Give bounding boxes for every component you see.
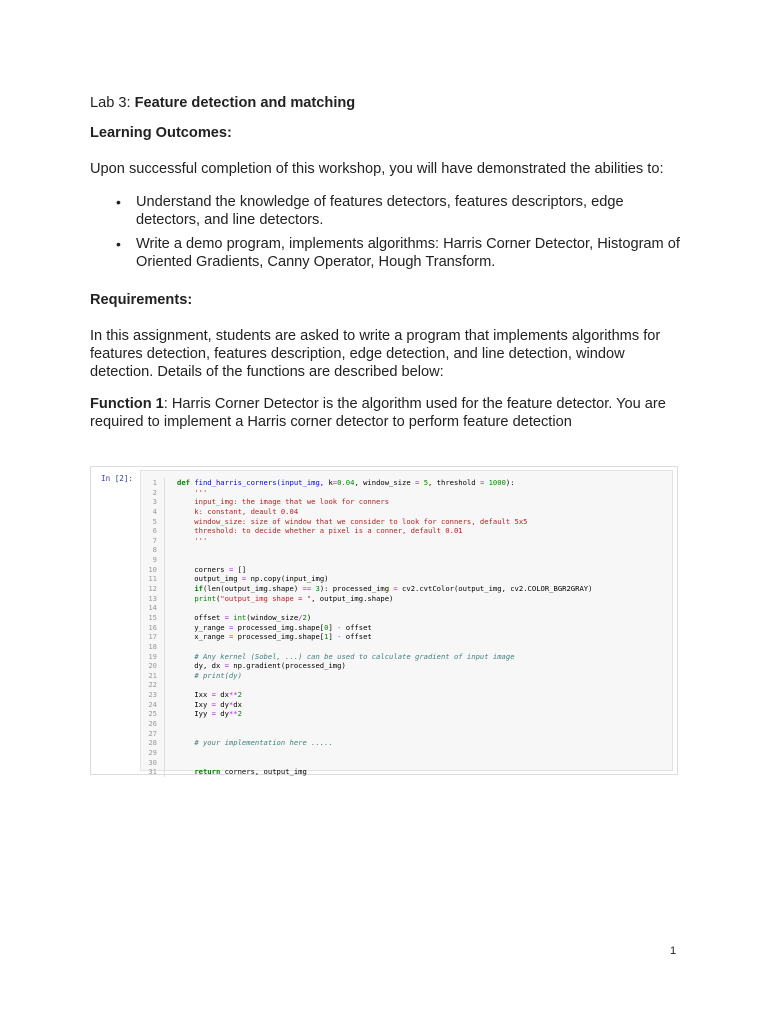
gutter bbox=[157, 536, 165, 546]
code-line bbox=[141, 574, 672, 584]
document-body bbox=[90, 94, 680, 431]
line-number: 22 bbox=[148, 680, 157, 690]
gutter bbox=[157, 623, 165, 633]
gutter bbox=[157, 565, 165, 575]
line-number: 11 bbox=[148, 574, 157, 584]
gutter bbox=[157, 661, 165, 671]
line-number: 21 bbox=[148, 670, 157, 680]
gutter bbox=[157, 584, 165, 594]
outcomes-list bbox=[90, 193, 680, 271]
line-number: 2 bbox=[152, 487, 157, 497]
code-text: if(len(output_img.shape) == 3): processed_img = cv2.cvtColor(output_img, cv2.COLOR_BGR2GRAY) bbox=[194, 584, 593, 594]
gutter bbox=[157, 729, 165, 739]
code-text: # your implementation here ..... bbox=[194, 738, 333, 748]
code-text: input_img: the image that we look for conners bbox=[177, 497, 390, 507]
code-line bbox=[141, 690, 672, 700]
code-line bbox=[141, 738, 672, 748]
code-text: Iyy = dy**2 bbox=[177, 709, 242, 719]
line-number: 23 bbox=[148, 690, 157, 700]
line-number: 24 bbox=[148, 699, 157, 709]
line-number: 1 bbox=[152, 478, 157, 487]
line-number: 12 bbox=[148, 584, 157, 594]
gutter bbox=[157, 488, 165, 498]
gutter bbox=[157, 642, 165, 652]
code-line bbox=[141, 671, 672, 681]
code-line bbox=[141, 642, 672, 652]
line-number: 4 bbox=[152, 506, 157, 516]
gutter bbox=[157, 478, 165, 488]
line-number: 18 bbox=[148, 641, 157, 651]
code-text: corners = [] bbox=[177, 564, 247, 574]
code-text: output_img = np.copy(input_img) bbox=[177, 574, 329, 584]
line-number: 27 bbox=[148, 728, 157, 738]
gutter bbox=[157, 748, 165, 758]
gutter bbox=[157, 719, 165, 729]
gutter bbox=[157, 700, 165, 710]
gutter bbox=[157, 497, 165, 507]
line-number: 10 bbox=[148, 564, 157, 574]
bullet-text: Write a demo program, implements algorithms: Harris Corner Detector, Histogram of Oriented Gradients, Canny Operator, Hough Transform. bbox=[136, 236, 680, 270]
title-bold: Feature detection and matching bbox=[134, 95, 356, 111]
code-line bbox=[141, 584, 672, 594]
line-number: 31 bbox=[148, 767, 157, 777]
line-number: 28 bbox=[148, 738, 157, 748]
code-line bbox=[141, 555, 672, 565]
learning-outcomes-heading: Learning Outcomes: bbox=[90, 125, 232, 141]
code-text: ''' bbox=[177, 487, 208, 497]
code-line bbox=[141, 526, 672, 536]
line-number: 20 bbox=[148, 661, 157, 671]
gutter bbox=[157, 555, 165, 565]
code-line bbox=[141, 545, 672, 555]
code-line bbox=[141, 700, 672, 710]
code-line bbox=[141, 632, 672, 642]
gutter bbox=[157, 652, 165, 662]
line-number: 25 bbox=[148, 709, 157, 719]
list-item bbox=[90, 235, 680, 271]
title-prefix: Lab 3: bbox=[90, 95, 135, 111]
code-editor[interactable] bbox=[140, 470, 673, 777]
code-line bbox=[141, 652, 672, 662]
function1-label: Function 1 bbox=[90, 396, 164, 412]
code-text: x_range = processed_img.shape[1] - offset bbox=[177, 632, 372, 642]
code-text: dy, dx = np.gradient(processed_img) bbox=[177, 661, 346, 671]
line-number: 15 bbox=[148, 612, 157, 622]
line-number: 3 bbox=[152, 497, 157, 507]
gutter bbox=[157, 594, 165, 604]
gutter bbox=[157, 738, 165, 748]
code-text: k: constant, deault 0.04 bbox=[177, 506, 299, 516]
intro-text: Upon successful completion of this workshop, you will have demonstrated the abilities to: bbox=[90, 161, 664, 177]
code-text: threshold: to decide whether a pixel is a conner, default 0.01 bbox=[177, 526, 463, 536]
code-cell[interactable] bbox=[90, 466, 678, 775]
code-line bbox=[141, 594, 672, 604]
code-line bbox=[141, 709, 672, 719]
code-line bbox=[141, 719, 672, 729]
gutter bbox=[157, 632, 165, 642]
function1-text bbox=[90, 395, 680, 431]
line-number: 19 bbox=[148, 651, 157, 661]
line-number: 17 bbox=[148, 632, 157, 642]
gutter bbox=[157, 758, 165, 768]
function1-desc: : Harris Corner Detector is the algorithm used for the feature detector. You are required to implement a Harris corner detector to perform feature detection bbox=[90, 396, 666, 430]
code-line bbox=[141, 488, 672, 498]
code-text: # print(dy) bbox=[194, 670, 242, 680]
code-line bbox=[141, 536, 672, 546]
gutter bbox=[157, 671, 165, 681]
code-text: offset = int(window_size/2) bbox=[177, 612, 312, 622]
bullet-icon: • bbox=[116, 194, 121, 210]
code-text: Ixy = dy*dx bbox=[177, 699, 242, 709]
gutter bbox=[157, 507, 165, 517]
line-number: 7 bbox=[152, 535, 157, 545]
code-line bbox=[141, 603, 672, 613]
code-text: window_size: size of window that we consider to look for conners, default 5x5 bbox=[177, 516, 528, 526]
code-line bbox=[141, 758, 672, 768]
code-line bbox=[141, 517, 672, 527]
gutter bbox=[157, 545, 165, 555]
code-line bbox=[141, 729, 672, 739]
line-number: 29 bbox=[148, 747, 157, 757]
code-line bbox=[141, 497, 672, 507]
code-text: Ixx = dx**2 bbox=[177, 690, 242, 700]
gutter bbox=[157, 709, 165, 719]
code-text: print("output_img shape = ", output_img.shape) bbox=[194, 593, 394, 603]
code-line bbox=[141, 507, 672, 517]
gutter bbox=[157, 613, 165, 623]
requirements-text: In this assignment, students are asked to write a program that implements algorithms for features detection, features description, edge detection, and line detection, window detection. Details of the functions are described below: bbox=[90, 328, 661, 380]
code-line bbox=[141, 748, 672, 758]
line-number: 5 bbox=[152, 516, 157, 526]
code-text: return corners, output_img bbox=[194, 767, 307, 777]
line-number: 14 bbox=[148, 603, 157, 613]
code-text: y_range = processed_img.shape[0] - offset bbox=[177, 622, 372, 632]
list-item bbox=[90, 193, 680, 229]
code-line bbox=[141, 565, 672, 575]
code-line bbox=[141, 478, 672, 488]
gutter bbox=[157, 574, 165, 584]
lab-title bbox=[90, 94, 680, 112]
code-lines bbox=[141, 478, 672, 777]
line-number: 6 bbox=[152, 526, 157, 536]
cell-prompt: In [2]: bbox=[101, 474, 134, 483]
code-line bbox=[141, 623, 672, 633]
gutter bbox=[157, 526, 165, 536]
bullet-text: Understand the knowledge of features detectors, features descriptors, edge detectors, and line detectors. bbox=[136, 194, 624, 228]
gutter bbox=[157, 690, 165, 700]
gutter bbox=[157, 767, 165, 777]
line-number: 8 bbox=[152, 545, 157, 555]
gutter bbox=[157, 680, 165, 690]
gutter bbox=[157, 517, 165, 527]
code-text: ''' bbox=[177, 535, 208, 545]
code-line bbox=[141, 767, 672, 777]
line-number: 30 bbox=[148, 757, 157, 767]
line-number: 9 bbox=[152, 555, 157, 565]
code-line bbox=[141, 680, 672, 690]
code-line bbox=[141, 661, 672, 671]
requirements-heading: Requirements: bbox=[90, 292, 193, 308]
bullet-icon: • bbox=[116, 236, 121, 252]
line-number: 16 bbox=[148, 622, 157, 632]
page-number: 1 bbox=[670, 945, 677, 957]
code-line bbox=[141, 613, 672, 623]
code-text: def find_harris_corners(input_img, k=0.04, window_size = 5, threshold = 1000): bbox=[177, 478, 515, 487]
line-number: 26 bbox=[148, 719, 157, 729]
line-number: 13 bbox=[148, 593, 157, 603]
gutter bbox=[157, 603, 165, 613]
code-text: # Any kernel (Sobel, ...) can be used to calculate gradient of input image bbox=[194, 651, 515, 661]
